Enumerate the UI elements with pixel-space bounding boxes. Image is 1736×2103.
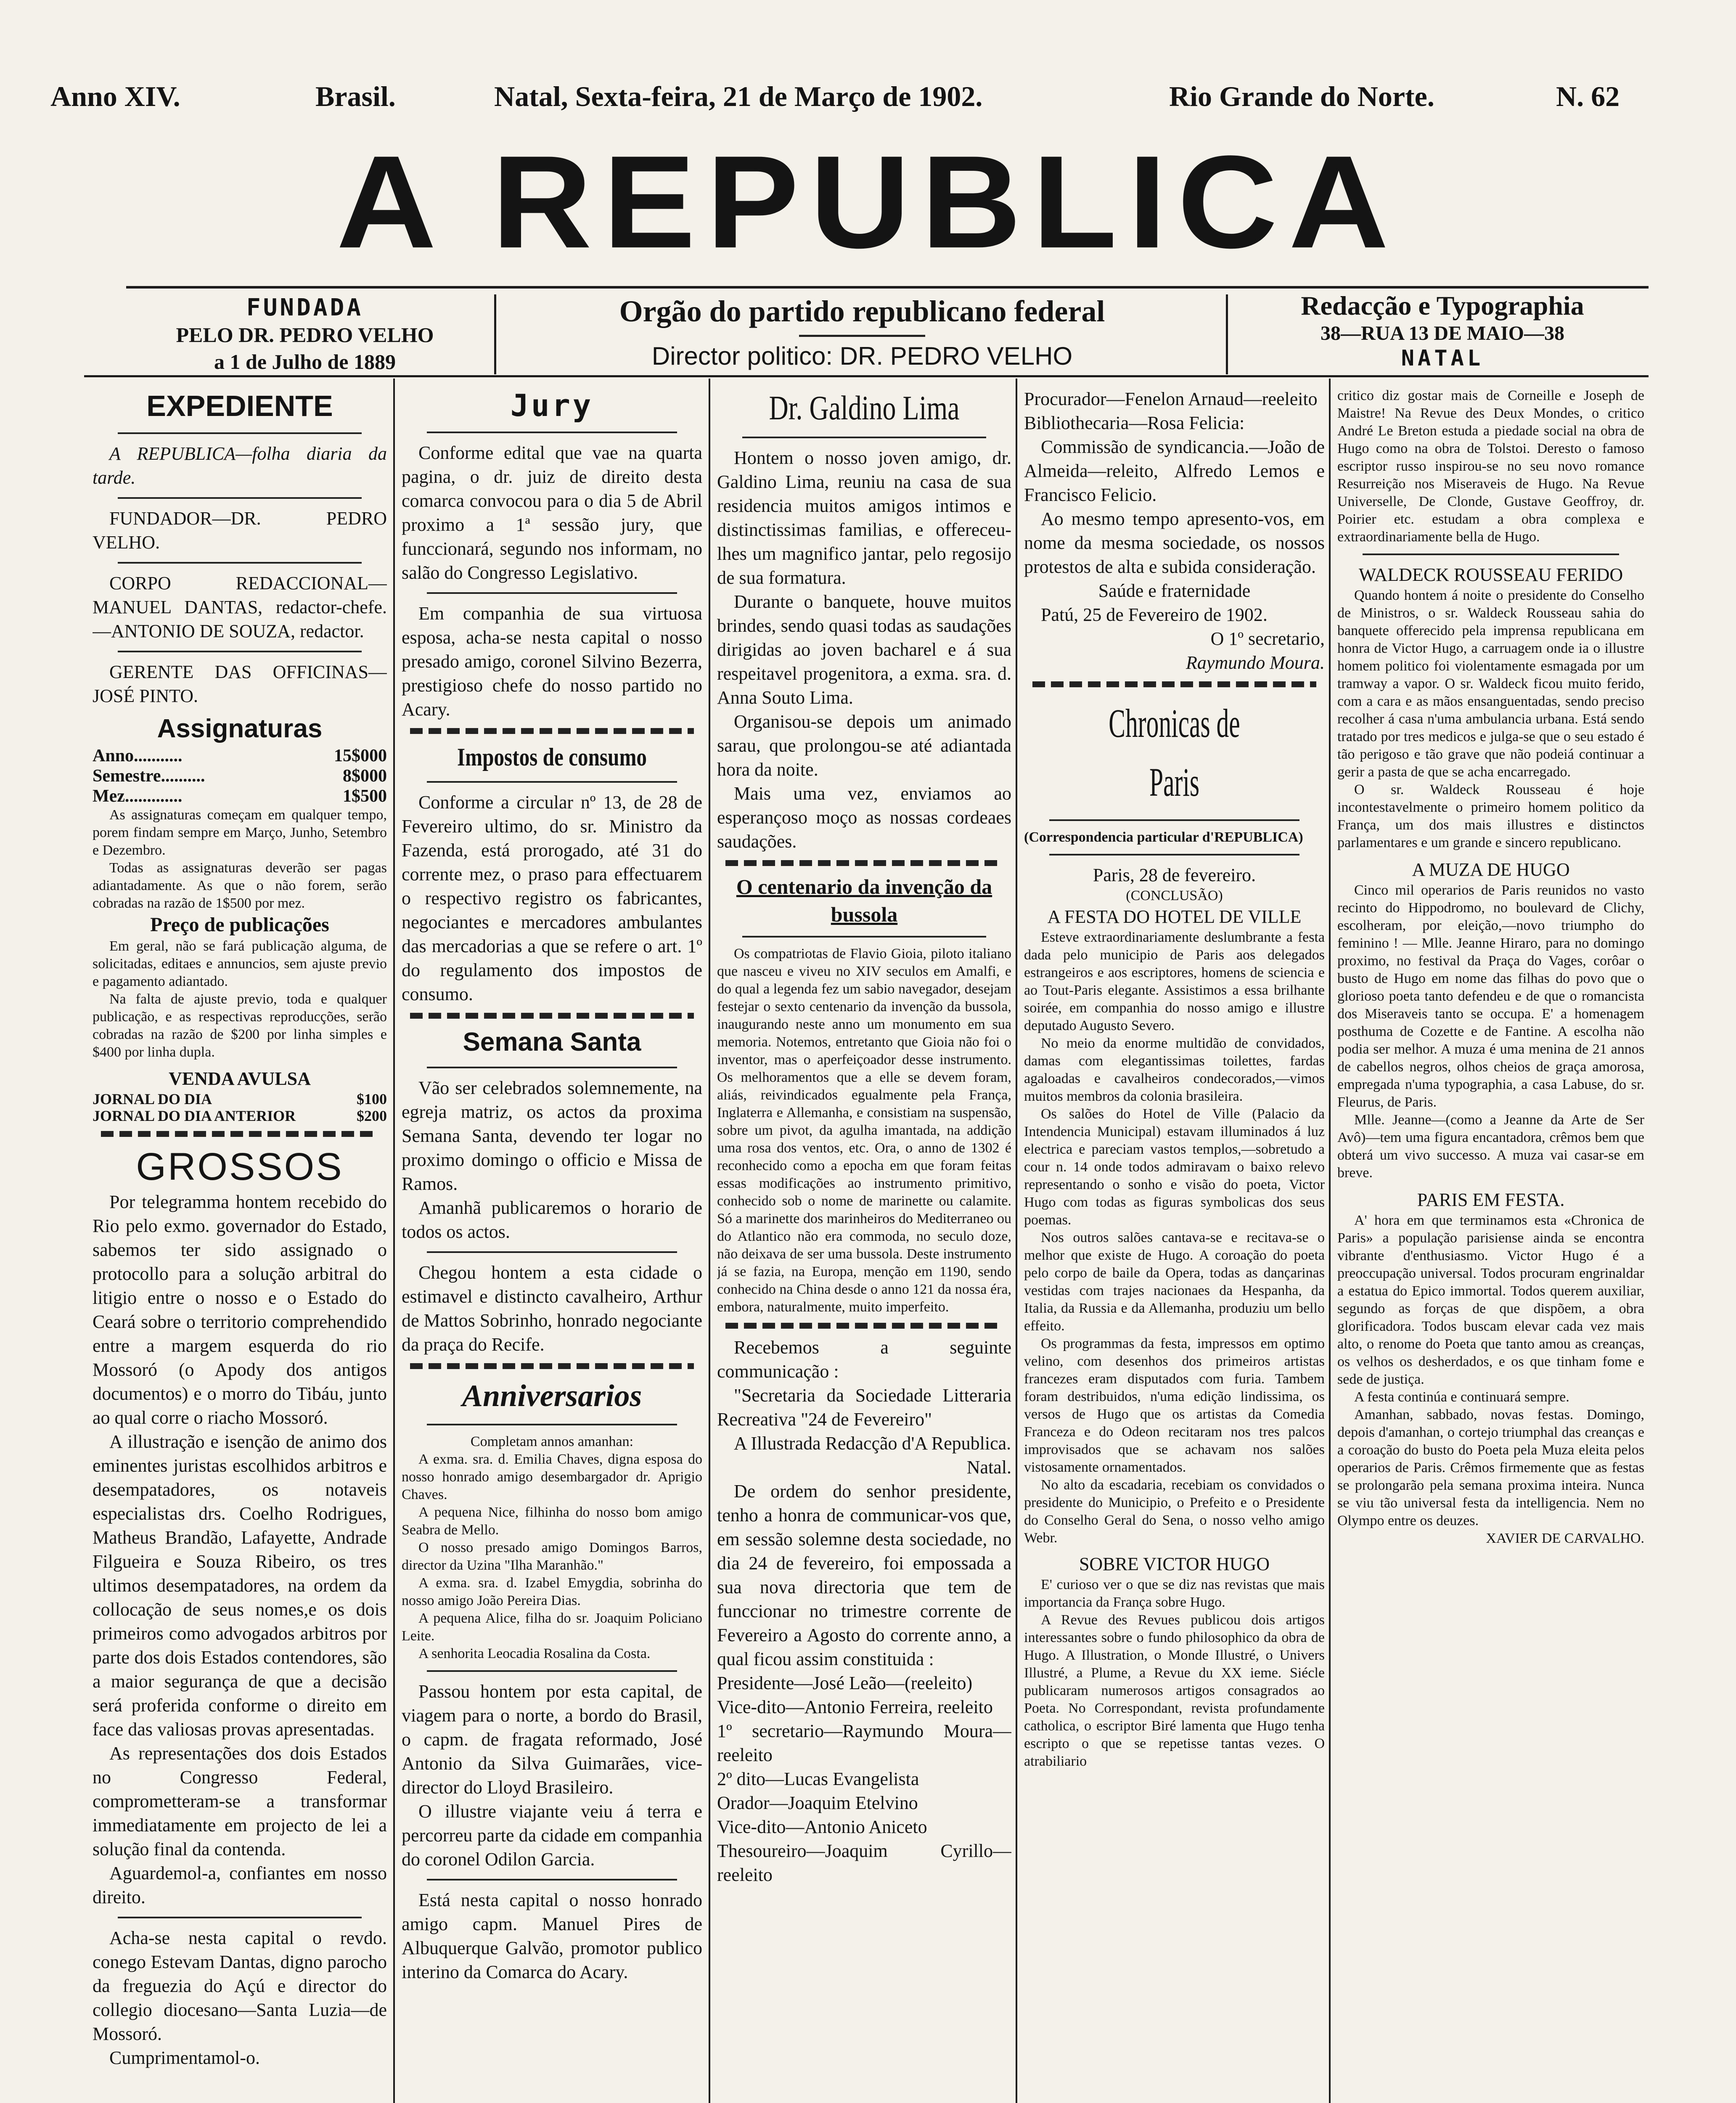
article-paragraph: Procurador—Fenelon Arnaud—reeleito xyxy=(1024,389,1318,409)
subhead-divider-left xyxy=(494,294,496,374)
issue-number: N. 62 xyxy=(1556,80,1620,112)
correspondence-note: (Correspondencia particular d'REPUBLICA) xyxy=(1024,829,1303,845)
party-block xyxy=(505,290,1220,373)
redaction-label: Redacção e Typographia xyxy=(1301,291,1584,320)
issue-state: Rio Grande do Norte. xyxy=(1169,80,1434,112)
venda-list xyxy=(93,1091,387,1124)
article-paragraph: Acha-se nesta capital o revdo. conego Estevam Dantas, digno parocho da freguezia do Açú e director do collegio diocesano—Santa Luzia—de Mossoró. xyxy=(93,1928,387,2044)
article-paragraph: Vão ser celebrados solemnemente, na egreja matriz, os actos da proxima Semana Santa, devendo ter logar no proximo domingo o officio e Missa de Ramos. xyxy=(402,1078,702,1194)
directoria-item: 2º dito—Lucas Evangelista xyxy=(717,1769,919,1789)
venda-label: JORNAL DO DIA ANTERIOR xyxy=(93,1107,296,1124)
price-row xyxy=(93,766,387,786)
price-value: 8$000 xyxy=(343,766,387,786)
issue-year: Anno XIV. xyxy=(50,80,180,112)
article-paragraph: Quando hontem á noite o presidente do Conselho de Ministros, o sr. Waldeck Rousseau sahia do banquete offerecido pela imprensa republicana em honra de Victor Hugo, a carruagem onde ia o illustre homem politico foi violentamente esmagada por um tramway a vapor. O sr. Waldeck ficou muito ferido, com a cara e as mãos ensanguentadas, sendo preciso recolher á casa n'uma ambulancia urbana. Está sendo tratado por tres medicos e julga-se que o seu estado é tão perigoso e tão grave que não podeiá continuar a gerir a pasta de que se acha encarregado. xyxy=(1337,588,1644,780)
anniversary-intro: Completam annos amanhan: xyxy=(470,1434,634,1449)
festa-title: A FESTA DO HOTEL DE VILLE xyxy=(1047,906,1302,927)
directoria-item: 1º secretario—Raymundo Moura—reeleito xyxy=(717,1721,1011,1765)
expediente-item: CORPO REDACCIONAL—MANUEL DANTAS, redactor-chefe.—ANTONIO DE SOUZA, redactor. xyxy=(93,573,387,641)
publicacoes-note: Em geral, não se fará publicação alguma, de solicitadas, editaes e annuncios, sem ajuste previo e pagamento adiantado. xyxy=(93,938,387,989)
column-hugo xyxy=(1337,387,1644,2103)
expediente-item: GERENTE DAS OFFICINAS—JOSÉ PINTO. xyxy=(93,662,387,706)
article-paragraph: Natal. xyxy=(966,1457,1011,1478)
anniversary-item: A exma. sra. d. Izabel Emygdia, sobrinha do nosso amigo João Pereira Dias. xyxy=(402,1575,702,1608)
price-value: 1$500 xyxy=(343,787,387,806)
price-value: 15$000 xyxy=(334,746,387,765)
article-paragraph: A Revue des Revues publicou dois artigos interessantes sobre o fundo philosophico da obra de Hugo. A Illustration, o Monde Illustré, o Univers Illustré, a Plume, a Revue du XX ieme. Siécle publicaram numerosos artigos consagrados ao Poeta. No Correspondant, revista profundamente catholica, o escriptor Biré lamenta que Hugo tenha escripto o que se repetisse tantas vezes. O atrabiliario xyxy=(1024,1612,1325,1769)
price-label: Anno........... xyxy=(93,746,183,765)
directoria-item: Presidente—José Leão—(reeleito) xyxy=(717,1673,973,1693)
expediente-title: EXPEDIENTE xyxy=(146,389,333,422)
anniversary-item: A senhorita Leocadia Rosalina da Costa. xyxy=(418,1646,651,1661)
semana-santa-title: Semana Santa xyxy=(463,1028,641,1057)
article-paragraph: Conforme a circular nº 13, de 28 de Fevereiro ultimo, do sr. Ministro da Fazenda, está prorogado, até 31 do corrente mez, o praso para effectuarem o respectivo registro os fabricantes, negociantes e mercadores ambulantes das mercadorias a que se refere o art. 1º do regulamento dos impostos de consumo. xyxy=(402,792,702,1004)
article-paragraph: Conforme edital que vae na quarta pagina, o dr. juiz de direito desta comarca convocou para o dia 5 de Abril proximo a 1ª sessão jury, que funccionará, segundo nos informam, no salão do Congresso Legislativo. xyxy=(402,442,702,583)
article-paragraph: Raymundo Moura. xyxy=(1186,652,1325,673)
article-paragraph: Organisou-se depois um animado sarau, que prolongou-se até adiantada hora da noite. xyxy=(717,711,1011,780)
redaction-block xyxy=(1234,290,1651,371)
article-paragraph: Ao mesmo tempo apresento-vos, em nome da mesma sociedade, os nossos protestos de alta e subida consideração. xyxy=(1024,509,1325,577)
article-paragraph: Commissão de syndicancia.—João de Almeida—releito, Alfredo Lemos e Francisco Felicio. xyxy=(1024,437,1325,505)
price-row xyxy=(93,786,387,806)
article-paragraph: E' curioso ver o que se diz nas revistas que mais importancia da França sobre Hugo. xyxy=(1024,1577,1325,1610)
anniversary-item: A pequena Alice, filha do sr. Joaquim Policiano Leite. xyxy=(402,1610,702,1644)
chronicas-title: Chronicas de Paris xyxy=(1109,701,1240,805)
publicacoes-note: Na falta de ajuste previo, toda e qualquer publicação, e as respectivas reproducções, serão cobradas na razão de $200 por linha simples e $400 por linha dupla. xyxy=(93,991,387,1060)
conclusion-note: (CONCLUSÃO) xyxy=(1126,888,1223,903)
issue-date: Natal, Sexta-feira, 21 de Março de 1902. xyxy=(494,80,983,112)
venda-title: VENDA AVULSA xyxy=(169,1068,311,1089)
venda-label: JORNAL DO DIA xyxy=(93,1091,212,1107)
grossos-title: GROSSOS xyxy=(136,1145,344,1188)
price-label: Mez............. xyxy=(93,787,183,806)
expediente-item: A REPUBLICA—folha diaria da tarde. xyxy=(93,443,387,488)
anniversary-item: O nosso presado amigo Domingos Barros, director da Uzina "Ilha Maranhão." xyxy=(402,1540,702,1573)
directoria-item: Vice-dito—Antonio Aniceto xyxy=(717,1817,927,1837)
paris-festa-title: PARIS EM FESTA. xyxy=(1417,1189,1565,1210)
article-paragraph: critico diz gostar mais de Corneille e Joseph de Maistre! Na Revue des Deux Mondes, o critico André Le Breton estuda a piedade social na obra de Hugo como na obra de Tolstoi. Deresto o famoso escriptor russo inspirou-se no seu novo romance Resurreição nos Miseraveis de Hugo. Na Revue Universelle, De Clonde, Gustave Geoffroy, dr. Poirier etc. estudam a obra complexa e extraordinariamente bella de Hugo. xyxy=(1337,388,1644,545)
column-rule-2 xyxy=(709,379,710,2103)
founded-label: FUNDADA xyxy=(246,294,363,321)
galdino-title: Dr. Galdino Lima xyxy=(769,389,960,427)
article-paragraph: Mais uma vez, enviamos ao esperançoso moço as nossas cordeaes saudações. xyxy=(717,783,1011,852)
column-galdino xyxy=(717,387,1011,2103)
expediente-item: FUNDADOR—DR. PEDRO VELHO. xyxy=(93,508,387,553)
article-paragraph: Amanhã publicaremos o horario de todos os actos. xyxy=(402,1197,702,1242)
redaction-city: NATAL xyxy=(1401,346,1484,371)
issue-info-line xyxy=(0,80,1736,118)
article-paragraph: Em companhia de sua virtuosa esposa, acha-se nesta capital o nosso presado amigo, coronel Silvino Bezerra, prestigioso chefe do nosso partido no Acary. xyxy=(402,603,702,720)
assignatura-note: As assignaturas começam em qualquer tempo, porem findam sempre em Março, Junho, Setembro e Dezembro. xyxy=(93,807,387,858)
article-paragraph: Recebemos a seguinte communicação : xyxy=(717,1337,1011,1382)
founded-by: PELO DR. PEDRO VELHO xyxy=(176,323,434,347)
issue-country: Brasil. xyxy=(315,80,396,112)
article-paragraph: Mlle. Jeanne—(como a Jeanne da Arte de Ser Avô)—tem uma figura encantadora, crêmos bem que obterá um vivo successo. A muza vai casar-se em breve. xyxy=(1337,1112,1644,1181)
directoria-item: Orador—Joaquim Etelvino xyxy=(717,1793,918,1813)
assignaturas-title: Assignaturas xyxy=(157,714,323,743)
article-paragraph: Esteve extraordinariamente deslumbrante a festa dada pelo municipio de Paris aos delegados estrangeiros e aos escriptores, homens de sciencia e ao Tout-Paris elegante. Assistimos a essa brilhante soirée, em companhia do nosso amigo e illustre deputado Augusto Severo. xyxy=(1024,930,1325,1033)
waldeck-title: WALDECK ROUSSEAU FERIDO xyxy=(1358,564,1623,585)
article-paragraph: Cinco mil operarios de Paris reunidos no vasto recinto do Hippodromo, no boulevard de Clichy, escolheram, por eleição,—novo triumpho do feminino ! — Mlle. Jeanne Hiraro, para no domingo proximo, no festival da Praça do Vages, corôar o busto de Hugo em nome das filhas do povo que o glorioso poeta tanto defendeu e de que o romancista dos Miseraveis tanto se occupa. E' a homenagem posthuma de Cozette e de Fantine. A escolha não podia ser melhor. A muza é uma menina de 21 annos de cabellos negros, olhos cheios de graça amorosa, empregada n'uma typographia, a casa Labuse, do sr. Fleurus, de Paris. xyxy=(1337,882,1644,1110)
directoria-item: Thesoureiro—Joaquim Cyrillo—reeleito xyxy=(717,1841,1011,1885)
article-paragraph: Está nesta capital o nosso honrado amigo capm. Manuel Pires de Albuquerque Galvão, promotor publico interino da Comarca do Acary. xyxy=(402,1890,702,1982)
column-expediente xyxy=(93,387,387,2103)
article-paragraph: Durante o banquete, houve muitos brindes, sendo quasi todas as saudações dirigidas ao joven bacharel e á sua respeitavel progenitora, a exma. sra. d. Anna Souto Lima. xyxy=(717,591,1011,708)
article-paragraph: Nos outros salões cantava-se e recitava-se o melhor que existe de Hugo. A coroação do poeta pelo corpo de baile da Opera, todas as dançarinas vestidas com trajes nacionaes da Hespanha, da Italia, da Russia e da Allemanha, produziu um bello effeito. xyxy=(1024,1230,1325,1334)
article-paragraph: A illustração e isenção de animo dos eminentes juristas escolhidos arbitros e desempatadores, os notaveis especialistas drs. Coelho Rodrigues, Matheus Brandão, Lafayette, Andrade Filgueira e Souza Ribeiro, os tres ultimos desempatadores, na ordem da collocação de seus nomes,e os dois primeiros como advogados arbitros por parte dos dois Estados contendores, são a maior segurança de que a decisão será proferida conforme o direito em face das valiosas provas apresentadas. xyxy=(93,1431,387,1740)
venda-row xyxy=(93,1107,387,1124)
party-divider xyxy=(799,335,925,337)
anniversaries-title: Anniversarios xyxy=(462,1379,642,1413)
article-paragraph: Amanhan, sabbado, novas festas. Domingo, depois d'amanhan, o cortejo triumphal das creanças e a coroação do busto do Poeta pela Muza eleita pelos operarios de Paris. Crêmos firmemente que as festas se prolongarão pela semana proxima inteira. Nunca se viu tão universal festa da intelligencia. Nem no Olympo entre os deuzes. xyxy=(1337,1407,1644,1528)
article-paragraph: De ordem do senhor presidente, tenho a honra de communicar-vos que, em sessão solemne desta sociedade, no dia 24 de fevereiro, foi empossada a sua nova directoria que tem de funccionar no trimestre corrente de Fevereiro a Agosto do corrente anno, a qual ficou assim constituida : xyxy=(717,1481,1011,1669)
price-row xyxy=(93,746,387,766)
article-paragraph: Os compatriotas de Flavio Gioia, piloto italiano que nasceu e viveu no XIV seculos em Amalfi, e do qual a legenda fez um sabio navegador, desejam festejar o sexto centenario da invenção da bussola, inaugurando neste anno um monumento em sua memoria. Notemos, entretanto que Gioia não foi o inventor, mas o aperfeiçoador desse instrumento. Os melhoramentos que a elle se devem foram, aliás, reivindicados egualmente pela França, Inglaterra e Allemanha, e consistiam na suspensão, sobre um pivot, da agulha imantada, na addição uma rosa dos ventos, etc. Ora, o anno de 1302 é reconhecido como a epocha em que foram feitas essas modificações ao instrumento primitivo, conhecido sob o nome de marinette ou calamite. Só a marinette dos marinheiros do Mediterraneo ou do Atlantico não era commoda, no seculo doze, não deixava de ser uma bussola. Deste instrumento já se fazia, na Europa, menção em 1190, sendo conhecido na China desde o anno 121 da nossa éra, embora, naturalmente, muito imperfeito. xyxy=(717,946,1011,1315)
article-paragraph: Saúde e fraternidade xyxy=(1098,580,1251,601)
party-organ: Orgão do partido republicano federal xyxy=(619,294,1105,328)
article-paragraph: As representações dos dois Estados no Congresso Federal, comprometteram-se a transformar immediatamente em projecto de lei a solução final da contenda. xyxy=(93,1743,387,1859)
jury-title: Jury xyxy=(510,388,594,423)
impostos-title: Impostos de consumo xyxy=(457,743,647,771)
article-paragraph: O 1º secretario, xyxy=(1210,628,1325,649)
article-paragraph: Hontem o nosso joven amigo, dr. Galdino Lima, reuniu na casa de sua residencia muitos amigos intimos e distinctissimas familias, e offereceu-lhes um magnifico jantar, pelo regosijo de sua formatura. xyxy=(717,448,1011,588)
muza-title: A MUZA DE HUGO xyxy=(1412,859,1570,880)
article-paragraph: Os programmas da festa, impressos em optimo velino, com desenhos dos primeiros artistas francezes eram disputados com furia. Tambem foram destribuidos, n'uma edição lindissima, os versos de Hugo que os artistas da Comedia Franceza e do Odeon recitaram nos tres palcos improvisados que se achavam nos salões vistosamente ornamentados. xyxy=(1024,1336,1325,1475)
dateline: Paris, 28 de fevereiro. xyxy=(1093,865,1256,885)
venda-value: $100 xyxy=(357,1091,387,1107)
masthead-rule xyxy=(126,286,1649,289)
newspaper-title: A REPUBLICA xyxy=(336,128,1400,275)
anniversary-item: A pequena Nice, filhinha do nosso bom amigo Seabra de Mello. xyxy=(402,1504,702,1538)
article-paragraph: O illustre viajante veiu á terra e percorreu parte da cidade em companhia do coronel Odilon Garcia. xyxy=(402,1801,702,1870)
article-paragraph: A' hora em que terminamos esta «Chronica de Paris» a população parisiense ainda se encontra vibrante d'enthusiasmo. Victor Hugo é a preoccupação universal. Todos procuram engrinaldar a estatua do Epico immortal. Todos querem auxiliar, segundo as forças de que dispõem, a obra glorificadora. Todos buscam elevar cada vez mais alto, o renome do Poeta que tanto amou as creanças, os velhos os desherdados, e os que tinham fome e sede de justiça. xyxy=(1337,1213,1644,1387)
author-signature: XAVIER DE CARVALHO. xyxy=(1486,1531,1644,1546)
directoria-item: Vice-dito—Antonio Ferreira, reeleito xyxy=(717,1697,993,1717)
article-paragraph: Aguardemol-a, confiantes em nosso direito. xyxy=(93,1863,387,1907)
political-director: Director politico: DR. PEDRO VELHO xyxy=(651,342,1073,370)
column-jury xyxy=(402,387,702,2103)
venda-row xyxy=(93,1091,387,1107)
assignatura-note: Todas as assignaturas deverão ser pagas adiantadamente. As que o não forem, serão cobradas na razão de 1$500 por mez. xyxy=(93,860,387,911)
bussola-title: O centenario da invenção da bussola xyxy=(736,875,992,926)
article-paragraph: No meio da enorme multidão de convidados, damas com elegantissimas toilettes, fardas agaloadas e cavalheiros condecorados,—vimos muitos membros da colonia brasileira. xyxy=(1024,1036,1325,1104)
anniversary-item: A exma. sra. d. Emilia Chaves, digna esposa do nosso honrado amigo desembargador dr. Aprigio Chaves. xyxy=(402,1451,702,1502)
article-paragraph: A Illustrada Redacção d'A Republica. xyxy=(734,1433,1011,1454)
redaction-address: 38—RUA 13 DE MAIO—38 xyxy=(1320,322,1564,344)
article-paragraph: Passou hontem por esta capital, de viagem para o norte, a bordo do Brasil, o capm. de fragata reformado, José Antonio da Silva Guimarães, vice-director do Lloyd Brasileiro. xyxy=(402,1681,702,1798)
article-paragraph: A festa continúa e continuará sempre. xyxy=(1354,1389,1569,1405)
article-paragraph: No alto da escadaria, recebiam os convidados o presidente do Municipio, o Prefeito e o Presidente do Conselho Geral do Sena, o nosso velho amigo Webr. xyxy=(1024,1477,1325,1546)
founded-date: a 1 de Julho de 1889 xyxy=(214,350,396,373)
article-paragraph: Cumprimentamol-o. xyxy=(109,2047,260,2068)
publicacoes-title: Preço de publicações xyxy=(150,914,329,936)
article-paragraph: Por telegramma hontem recebido do Rio pelo exmo. governador do Estado, sabemos ter sido assignado o protocollo para a solução arbitral do litigio entre o nosso e o Estado do Ceará sobre o territorio comprehendido entre a margem esquerda do rio Mossoró (o Apody dos antigos documentos) e o morro do Tibáu, junto ao qual corre o riacho Mossoró. xyxy=(93,1192,387,1428)
article-paragraph: "Secretaria da Sociedade Litteraria Recreativa "24 de Fevereiro" xyxy=(717,1385,1011,1430)
column-chronicas xyxy=(1024,387,1325,2103)
article-paragraph: Bibliothecaria—Rosa Felicia: xyxy=(1024,413,1245,433)
article-paragraph: Patú, 25 de Fevereiro de 1902. xyxy=(1041,604,1268,625)
subhead-divider-right xyxy=(1226,294,1228,374)
article-paragraph: O sr. Waldeck Rousseau é hoje incontestavelmente o primeiro homem politico da França, um dos mais illustres e distinctos parlamentares e um grande e sincero republicano. xyxy=(1337,782,1644,850)
price-label: Semestre.......... xyxy=(93,766,205,786)
venda-value: $200 xyxy=(357,1107,387,1124)
subhead-rule xyxy=(84,375,1649,377)
column-rule-3 xyxy=(1016,379,1017,2103)
column-rule-4 xyxy=(1329,379,1331,2103)
ornament-rule xyxy=(101,1131,378,1137)
price-list xyxy=(93,746,387,806)
column-rule-1 xyxy=(393,379,395,2103)
article-paragraph: Os salões do Hotel de Ville (Palacio da Intendencia Municipal) estavam illuminados á luz electrica e pareciam vastos templos,—sobretudo a cour n. 14 onde todos admiravam o baixo relevo representando o sonho e visão do poeta, Victor Hugo com todas as figuras symbolicas dos seus poemas. xyxy=(1024,1106,1325,1228)
sobre-hugo-title: SOBRE VICTOR HUGO xyxy=(1079,1554,1270,1574)
founded-block xyxy=(126,294,484,375)
article-paragraph: Chegou hontem a esta cidade o estimavel e distincto cavalheiro, Arthur de Mattos Sobrinho, honrado negociante da praça do Recife. xyxy=(402,1262,702,1355)
